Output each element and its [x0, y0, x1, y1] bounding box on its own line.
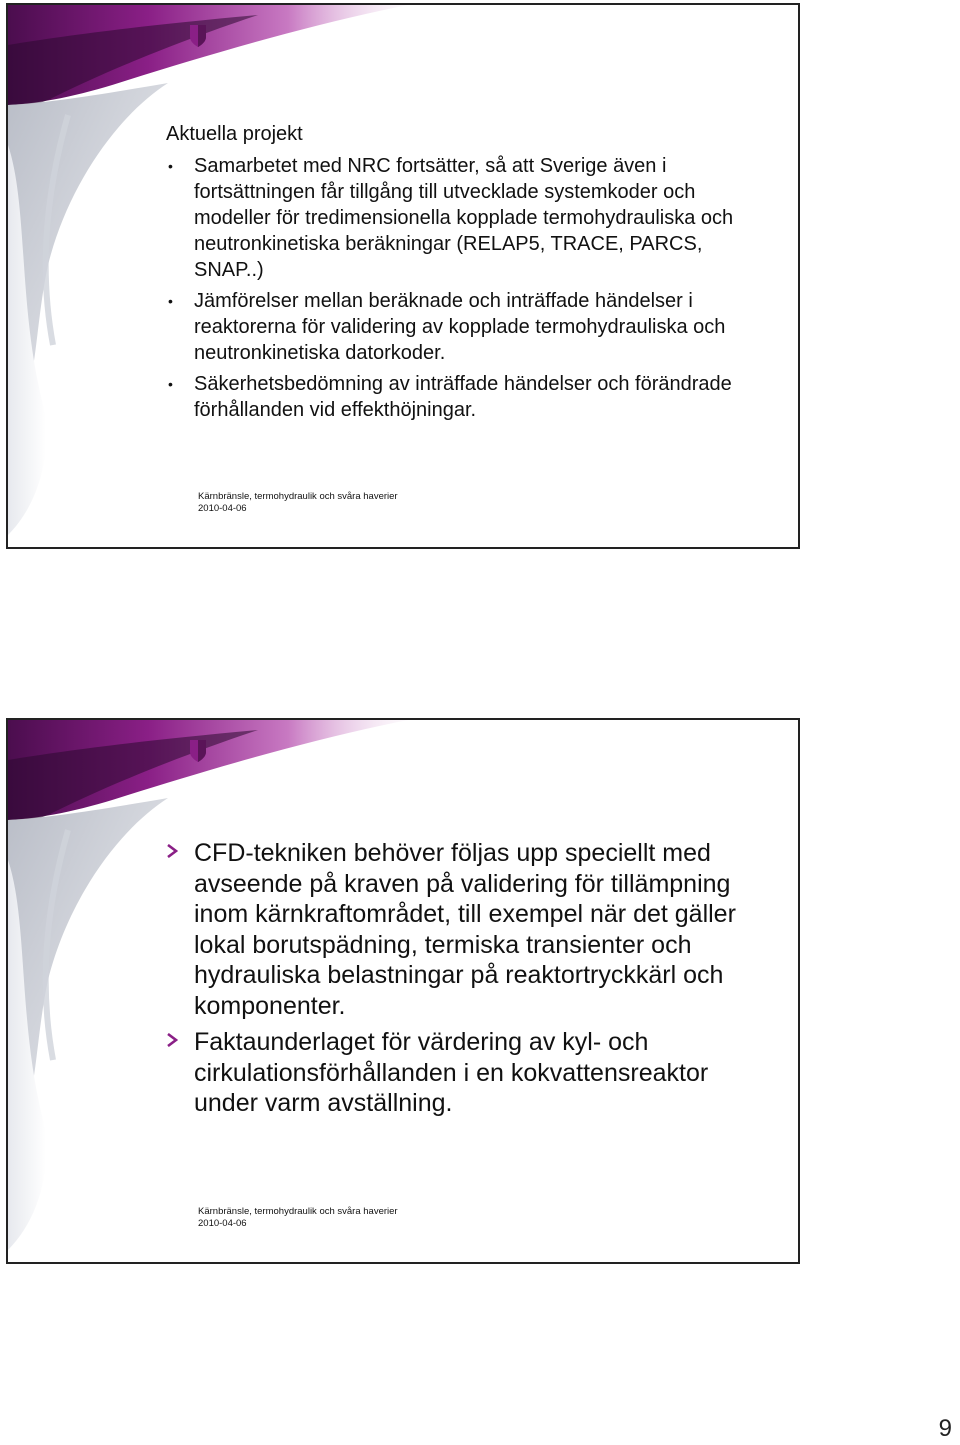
list-item — [166, 838, 758, 1021]
shield-logo-icon — [188, 23, 208, 49]
footer-date: 2010-04-06 — [198, 1218, 247, 1229]
footer-date: 2010-04-06 — [198, 503, 247, 514]
dot-bullet: • — [168, 376, 173, 392]
dot-bullet: • — [168, 158, 173, 174]
bullet-list — [166, 838, 758, 1119]
list-item — [166, 1027, 758, 1119]
slide-title: Aktuella projekt — [166, 123, 303, 145]
slide-1 — [6, 3, 800, 549]
bullet-text: Jämförelser mellan beräknade och inträffade händelser i reaktorerna för validering av kopplade termohydrauliska och neutronkinetiska datorkoder. — [194, 290, 726, 364]
list-item — [166, 371, 758, 423]
footer-title: Kärnbränsle, termohydraulik och svåra haverier — [198, 491, 398, 502]
arrow-bullet-icon — [166, 844, 178, 858]
slide-footer — [198, 1206, 398, 1230]
list-item — [166, 153, 758, 283]
bullet-list — [166, 153, 758, 423]
slide-2 — [6, 718, 800, 1264]
footer-title: Kärnbränsle, termohydraulik och svåra haverier — [198, 1206, 398, 1217]
page-number: 9 — [938, 1415, 952, 1442]
bullet-text: CFD-tekniken behöver följas upp speciellt med avseende på kraven på validering för tillämpning inom kärnkraftområdet, till exempel när det gäller lokal borutspädning, termiska transienter och hydrauliska belastningar på reaktortryckkärl och komponenter. — [194, 839, 736, 1020]
list-item — [166, 288, 758, 366]
bullet-text: Samarbetet med NRC fortsätter, så att Sverige även i fortsättningen får tillgång till utvecklade systemkoder och modeller för tredimensionella kopplade termohydrauliska och neutronkinetiska beräkningar (RELAP5, TRACE, PARCS, SNAP..) — [194, 155, 734, 281]
shield-logo-icon — [188, 738, 208, 764]
dot-bullet: • — [168, 293, 173, 309]
bullet-text: Faktaunderlaget för värdering av kyl- och cirkulationsförhållanden i en kokvattensreaktor under varm avställning. — [194, 1028, 709, 1117]
arrow-bullet-icon — [166, 1033, 178, 1047]
slide-footer — [198, 491, 398, 515]
slide-2-content — [166, 838, 758, 1125]
bullet-text: Säkerhetsbedömning av inträffade händelser och förändrade förhållanden vid effekthöjningar. — [194, 373, 732, 421]
slide-1-content — [166, 121, 758, 428]
